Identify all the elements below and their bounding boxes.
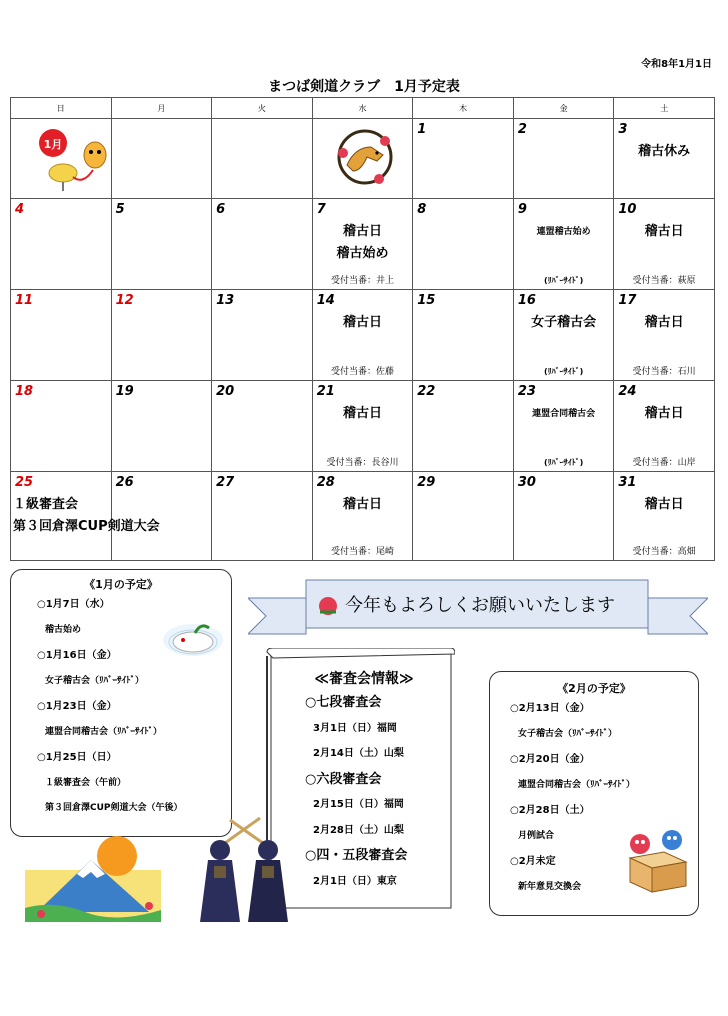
day-cell bbox=[614, 381, 715, 472]
day-cell bbox=[614, 290, 715, 381]
event-title: 稽古日 bbox=[342, 315, 382, 330]
day-cell bbox=[413, 119, 514, 199]
exam-line: 2月28日（土）山梨 bbox=[313, 824, 404, 836]
exam-info bbox=[275, 668, 453, 894]
day-number: 24 bbox=[618, 384, 637, 399]
week-row bbox=[11, 119, 715, 199]
duty-note: 受付当番：井上 bbox=[330, 276, 394, 286]
day-cell bbox=[212, 290, 313, 381]
event-title: 稽古日 bbox=[644, 315, 684, 330]
january-line: ○1月25日（日） bbox=[37, 752, 117, 763]
day-number: 8 bbox=[417, 202, 427, 217]
february-line: ○2月28日（土） bbox=[510, 805, 590, 816]
day-number: 21 bbox=[316, 384, 335, 399]
day-cell bbox=[11, 290, 112, 381]
duty-note: 受付当番：石川 bbox=[632, 367, 696, 377]
january-line: 第３回倉澤CUP剣道大会（午後） bbox=[45, 803, 183, 813]
kendo-players-icon bbox=[190, 812, 300, 932]
february-line: 女子稽古会（ﾘﾊﾞｰｻｲﾄﾞ） bbox=[518, 728, 618, 739]
event-title: 稽古日 bbox=[342, 497, 382, 512]
duty-note: 受付当番：高畑 bbox=[632, 547, 696, 557]
day-cell bbox=[413, 381, 514, 472]
cell-blank bbox=[111, 119, 212, 199]
day-number: 3 bbox=[618, 122, 628, 137]
duty-note: 受付当番：長谷川 bbox=[326, 458, 399, 468]
weekday-mon: 月 bbox=[111, 98, 212, 119]
day-cell bbox=[413, 199, 514, 290]
day-cell bbox=[111, 199, 212, 290]
day-number: 5 bbox=[115, 202, 125, 217]
event-title: 女子稽古会 bbox=[531, 315, 597, 330]
day-number: 27 bbox=[216, 475, 235, 490]
day-number: 25 bbox=[15, 475, 34, 490]
weekday-fri: 金 bbox=[513, 98, 614, 119]
event-line: 稽古始め bbox=[336, 246, 389, 261]
duty-note: 受付当番：萩原 bbox=[632, 276, 696, 286]
january-line: 連盟合同稽古会（ﾘﾊﾞｰｻｲﾄﾞ） bbox=[45, 726, 163, 737]
greeting-text: 今年もよろしくお願いいたします bbox=[345, 595, 615, 616]
february-line: 新年意見交換会 bbox=[518, 881, 582, 892]
february-line: ○2月20日（金） bbox=[510, 754, 590, 765]
january-line: ○1月16日（金） bbox=[37, 650, 117, 661]
day-number: 28 bbox=[316, 475, 335, 490]
horse-wreath-icon bbox=[333, 125, 397, 189]
day-number: 26 bbox=[115, 475, 134, 490]
day-cell bbox=[11, 199, 112, 290]
day-cell bbox=[614, 199, 715, 290]
cell-blank bbox=[312, 119, 413, 199]
day-number: 1 bbox=[417, 122, 427, 137]
day-number: 22 bbox=[417, 384, 436, 399]
january-schedule-box bbox=[10, 569, 232, 837]
january-line: ○1月23日（金） bbox=[37, 701, 117, 712]
february-line: 連盟合同稽古会（ﾘﾊﾞｰｻｲﾄﾞ） bbox=[518, 779, 636, 790]
day-number: 20 bbox=[216, 384, 235, 399]
day-cell bbox=[111, 381, 212, 472]
day-number: 2 bbox=[517, 122, 527, 137]
exam-line: ○七段審査会 bbox=[305, 695, 382, 710]
day-cell bbox=[312, 381, 413, 472]
day-number: 14 bbox=[316, 293, 335, 308]
day-number: 11 bbox=[15, 293, 34, 308]
event-title: 稽古日 bbox=[342, 406, 382, 421]
day-cell bbox=[413, 472, 514, 561]
exam-line: ○六段審査会 bbox=[305, 771, 382, 787]
weekday-header bbox=[11, 98, 715, 119]
february-line: 月例試合 bbox=[518, 830, 555, 841]
day-number: 15 bbox=[417, 293, 436, 308]
day-number: 31 bbox=[618, 475, 637, 490]
day-cell bbox=[513, 290, 614, 381]
venue-note: (ﾘﾊﾞｰｻｲﾄﾞ) bbox=[543, 276, 584, 285]
page-title: まつば剣道クラブ 1月予定表 bbox=[268, 79, 460, 95]
week-row bbox=[11, 381, 715, 472]
exam-line: 2月14日（土）山梨 bbox=[313, 748, 404, 759]
day-cell bbox=[11, 381, 112, 472]
setsubun-box-icon bbox=[624, 828, 690, 894]
event-title: 稽古日 bbox=[644, 406, 684, 421]
event-line: １級審査会 bbox=[13, 497, 79, 512]
day-cell bbox=[312, 290, 413, 381]
day-number: 17 bbox=[618, 293, 637, 308]
exam-line: ○四・五段審査会 bbox=[305, 848, 408, 863]
event-line: 第３回倉澤CUP剣道大会 bbox=[13, 519, 160, 534]
day-cell bbox=[413, 290, 514, 381]
snow-rabbit-icon bbox=[163, 616, 223, 656]
february-heading: 《2月の予定》 bbox=[557, 682, 631, 695]
weekday-thu: 木 bbox=[413, 98, 514, 119]
day-cell bbox=[513, 119, 614, 199]
february-schedule-box bbox=[489, 671, 699, 916]
day-cell bbox=[111, 472, 212, 561]
day-cell bbox=[614, 472, 715, 561]
day-cell bbox=[212, 381, 313, 472]
day-cell bbox=[312, 472, 413, 561]
day-number: 9 bbox=[517, 202, 527, 217]
issue-date: 令和8年1月1日 bbox=[641, 59, 712, 70]
day-cell bbox=[513, 199, 614, 290]
day-number: 10 bbox=[618, 202, 637, 217]
day-number: 6 bbox=[216, 202, 226, 217]
january-heading: 《1月の予定》 bbox=[84, 578, 158, 591]
day-number: 4 bbox=[15, 202, 25, 217]
january-line: １級審査会（午前） bbox=[45, 777, 127, 788]
exam-line: 2月1日（日）東京 bbox=[313, 875, 397, 887]
day-number: 16 bbox=[517, 293, 536, 308]
mount-fuji-sunrise-icon bbox=[25, 830, 161, 922]
calendar-table bbox=[10, 97, 715, 561]
day-cell bbox=[111, 290, 212, 381]
weekday-wed: 水 bbox=[312, 98, 413, 119]
day-cell bbox=[212, 472, 313, 561]
venue-note: (ﾘﾊﾞｰｻｲﾄﾞ) bbox=[543, 458, 584, 467]
weekday-tue: 火 bbox=[212, 98, 313, 119]
exam-line: 3月1日（日）福岡 bbox=[313, 722, 397, 734]
cell-blank bbox=[212, 119, 313, 199]
january-line: ○1月7日（水） bbox=[37, 599, 110, 610]
duty-note: 受付当番：尾崎 bbox=[330, 547, 394, 557]
day-number: 7 bbox=[316, 202, 326, 217]
event-title: 稽古日 bbox=[644, 497, 684, 512]
day-number: 29 bbox=[417, 475, 436, 490]
venue-note: (ﾘﾊﾞｰｻｲﾄﾞ) bbox=[543, 367, 584, 376]
week-row bbox=[11, 290, 715, 381]
week-row bbox=[11, 472, 715, 561]
february-line: ○2月13日（金） bbox=[510, 703, 590, 714]
exam-heading: ≪審査会情報≫ bbox=[314, 671, 414, 687]
event-title: 連盟合同稽古会 bbox=[532, 409, 596, 419]
event-title: 稽古休み bbox=[638, 144, 691, 159]
february-line: ○2月未定 bbox=[510, 856, 556, 867]
day-cell bbox=[212, 199, 313, 290]
new-year-top-icon bbox=[33, 125, 113, 195]
duty-note: 受付当番：佐藤 bbox=[330, 367, 394, 377]
jan-badge-text: 1月 bbox=[43, 138, 63, 151]
day-cell bbox=[312, 199, 413, 290]
day-number: 19 bbox=[115, 384, 134, 399]
day-number: 23 bbox=[517, 384, 536, 399]
event-title bbox=[313, 221, 413, 265]
weekday-sun: 日 bbox=[11, 98, 112, 119]
event-title: 稽古日 bbox=[644, 224, 684, 239]
day-cell bbox=[614, 119, 715, 199]
january-line: 稽古始め bbox=[45, 624, 82, 635]
day-cell bbox=[513, 381, 614, 472]
day-number: 30 bbox=[517, 475, 536, 490]
exam-line: 2月15日（日）福岡 bbox=[313, 799, 404, 810]
week-row bbox=[11, 199, 715, 290]
day-cell bbox=[513, 472, 614, 561]
january-line: 女子稽古会（ﾘﾊﾞｰｻｲﾄﾞ） bbox=[45, 675, 145, 686]
day-number: 12 bbox=[115, 293, 134, 308]
event-title: 連盟稽古始め bbox=[536, 227, 591, 237]
cell-blank bbox=[11, 119, 112, 199]
weekday-sat: 土 bbox=[614, 98, 715, 119]
event-line: 稽古日 bbox=[342, 224, 382, 239]
day-number: 13 bbox=[216, 293, 235, 308]
day-number: 18 bbox=[15, 384, 34, 399]
duty-note: 受付当番：山岸 bbox=[632, 458, 696, 468]
